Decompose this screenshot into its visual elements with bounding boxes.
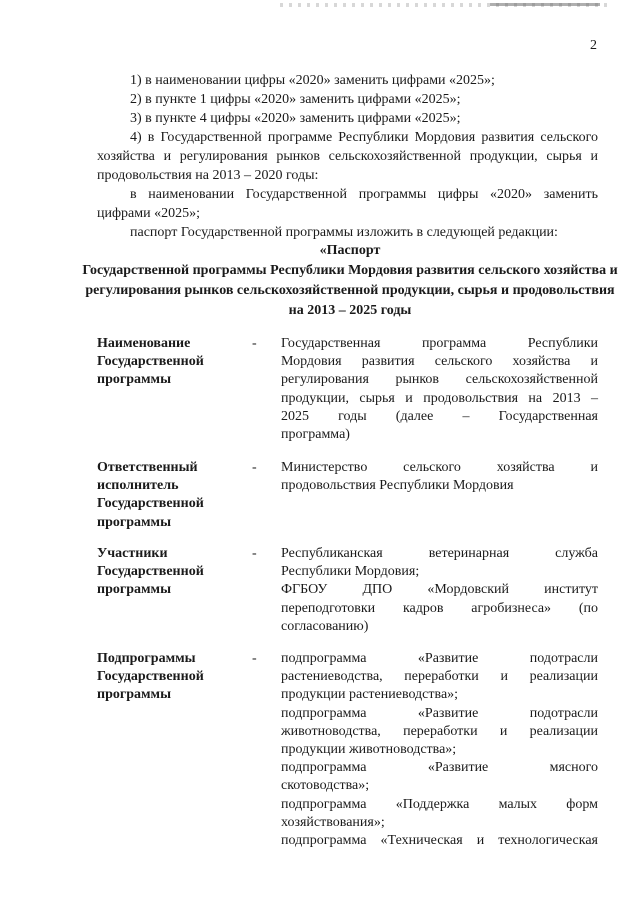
row-dash: - — [252, 336, 257, 351]
value-line: Мордовия развития сельского хозяйства и — [281, 354, 598, 370]
value-line: Республики Мордовия; — [281, 564, 420, 580]
row-value — [281, 335, 598, 444]
row-label: Подпрограммы Государственной программы — [97, 651, 204, 703]
value-line: подпрограмма «Поддержка малых форм — [281, 796, 598, 812]
intro-item-6: паспорт Государственной программы изложить в следующей редакции: — [130, 225, 558, 240]
value-line: Государственная программа Республики — [281, 336, 598, 351]
value-line: 2025 годы (далее – Государственная — [281, 408, 598, 424]
value-line: подпрограмма «Развитие подотрасли — [281, 651, 598, 666]
value-line: продукции растениеводства»; — [281, 687, 459, 703]
intro-item-5: в наименовании Государственной программы цифры «2020» заменить цифрами «2025»; — [97, 187, 598, 221]
row-dash: - — [252, 460, 257, 475]
intro-item-2: 2) в пункте 1 цифры «2020» заменить цифрами «2025»; — [130, 92, 461, 107]
value-line: хозяйствования»; — [281, 814, 385, 830]
row-value — [281, 545, 598, 636]
page-number: 2 — [590, 38, 597, 53]
value-line: согласованию) — [281, 618, 369, 634]
row-dash: - — [252, 546, 257, 561]
value-line: подпрограмма «Техническая и технологическая — [281, 833, 598, 849]
row-label: Ответственный исполнитель Государственной программы — [97, 460, 204, 530]
value-line: переподготовки кадров агробизнеса» (по — [281, 600, 598, 616]
value-line: скотоводства»; — [281, 778, 370, 794]
value-line: подпрограмма «Развитие подотрасли — [281, 705, 598, 721]
value-line: растениеводства, переработки и реализации — [281, 669, 598, 685]
value-line: продукции, сырья и продовольствия на 2013 – — [281, 390, 598, 406]
row-label: Участники Государственной программы — [97, 546, 204, 598]
value-line: программа) — [281, 427, 350, 443]
intro-item-1: 1) в наименовании цифры «2020» заменить цифрами «2025»; — [130, 73, 495, 88]
value-line: животноводства, переработки и реализации — [281, 723, 598, 739]
value-line: регулирования рынков сельскохозяйственной — [281, 372, 598, 388]
value-line: продукции животноводства»; — [281, 742, 457, 758]
passport-heading-line1: «Паспорт — [319, 243, 381, 258]
value-line: Министерство сельского хозяйства и — [281, 460, 598, 475]
scan-artifact-dark — [490, 3, 600, 6]
value-line: Республиканская ветеринарная служба — [281, 546, 598, 561]
row-dash: - — [252, 651, 257, 666]
intro-item-3: 3) в пункте 4 цифры «2020» заменить цифрами «2025»; — [130, 111, 461, 126]
value-line: продовольствия Республики Мордовия — [281, 478, 514, 494]
row-label: Наименование Государственной программы — [97, 336, 204, 388]
row-value — [281, 459, 598, 495]
intro-item-4: 4) в Государственной программе Республики Мордовия развития сельского хозяйства и регулирования рынков сельскохозяйственной продукции, сырья и продовольствия на 2013 – 2020 годы: — [97, 130, 598, 183]
intro-block — [97, 71, 598, 242]
passport-heading-line2: Государственной программы Республики Мордовия развития сельского хозяйства и регулирования рынков сельскохозяйственной продукции, сырья и продовольствия на 2013 – 2025 годы — [82, 263, 618, 318]
value-line: ФГБОУ ДПО «Мордовский институт — [281, 582, 598, 598]
row-value — [281, 650, 598, 850]
value-line: подпрограмма «Развитие мясного — [281, 760, 598, 776]
passport-heading — [80, 241, 620, 321]
